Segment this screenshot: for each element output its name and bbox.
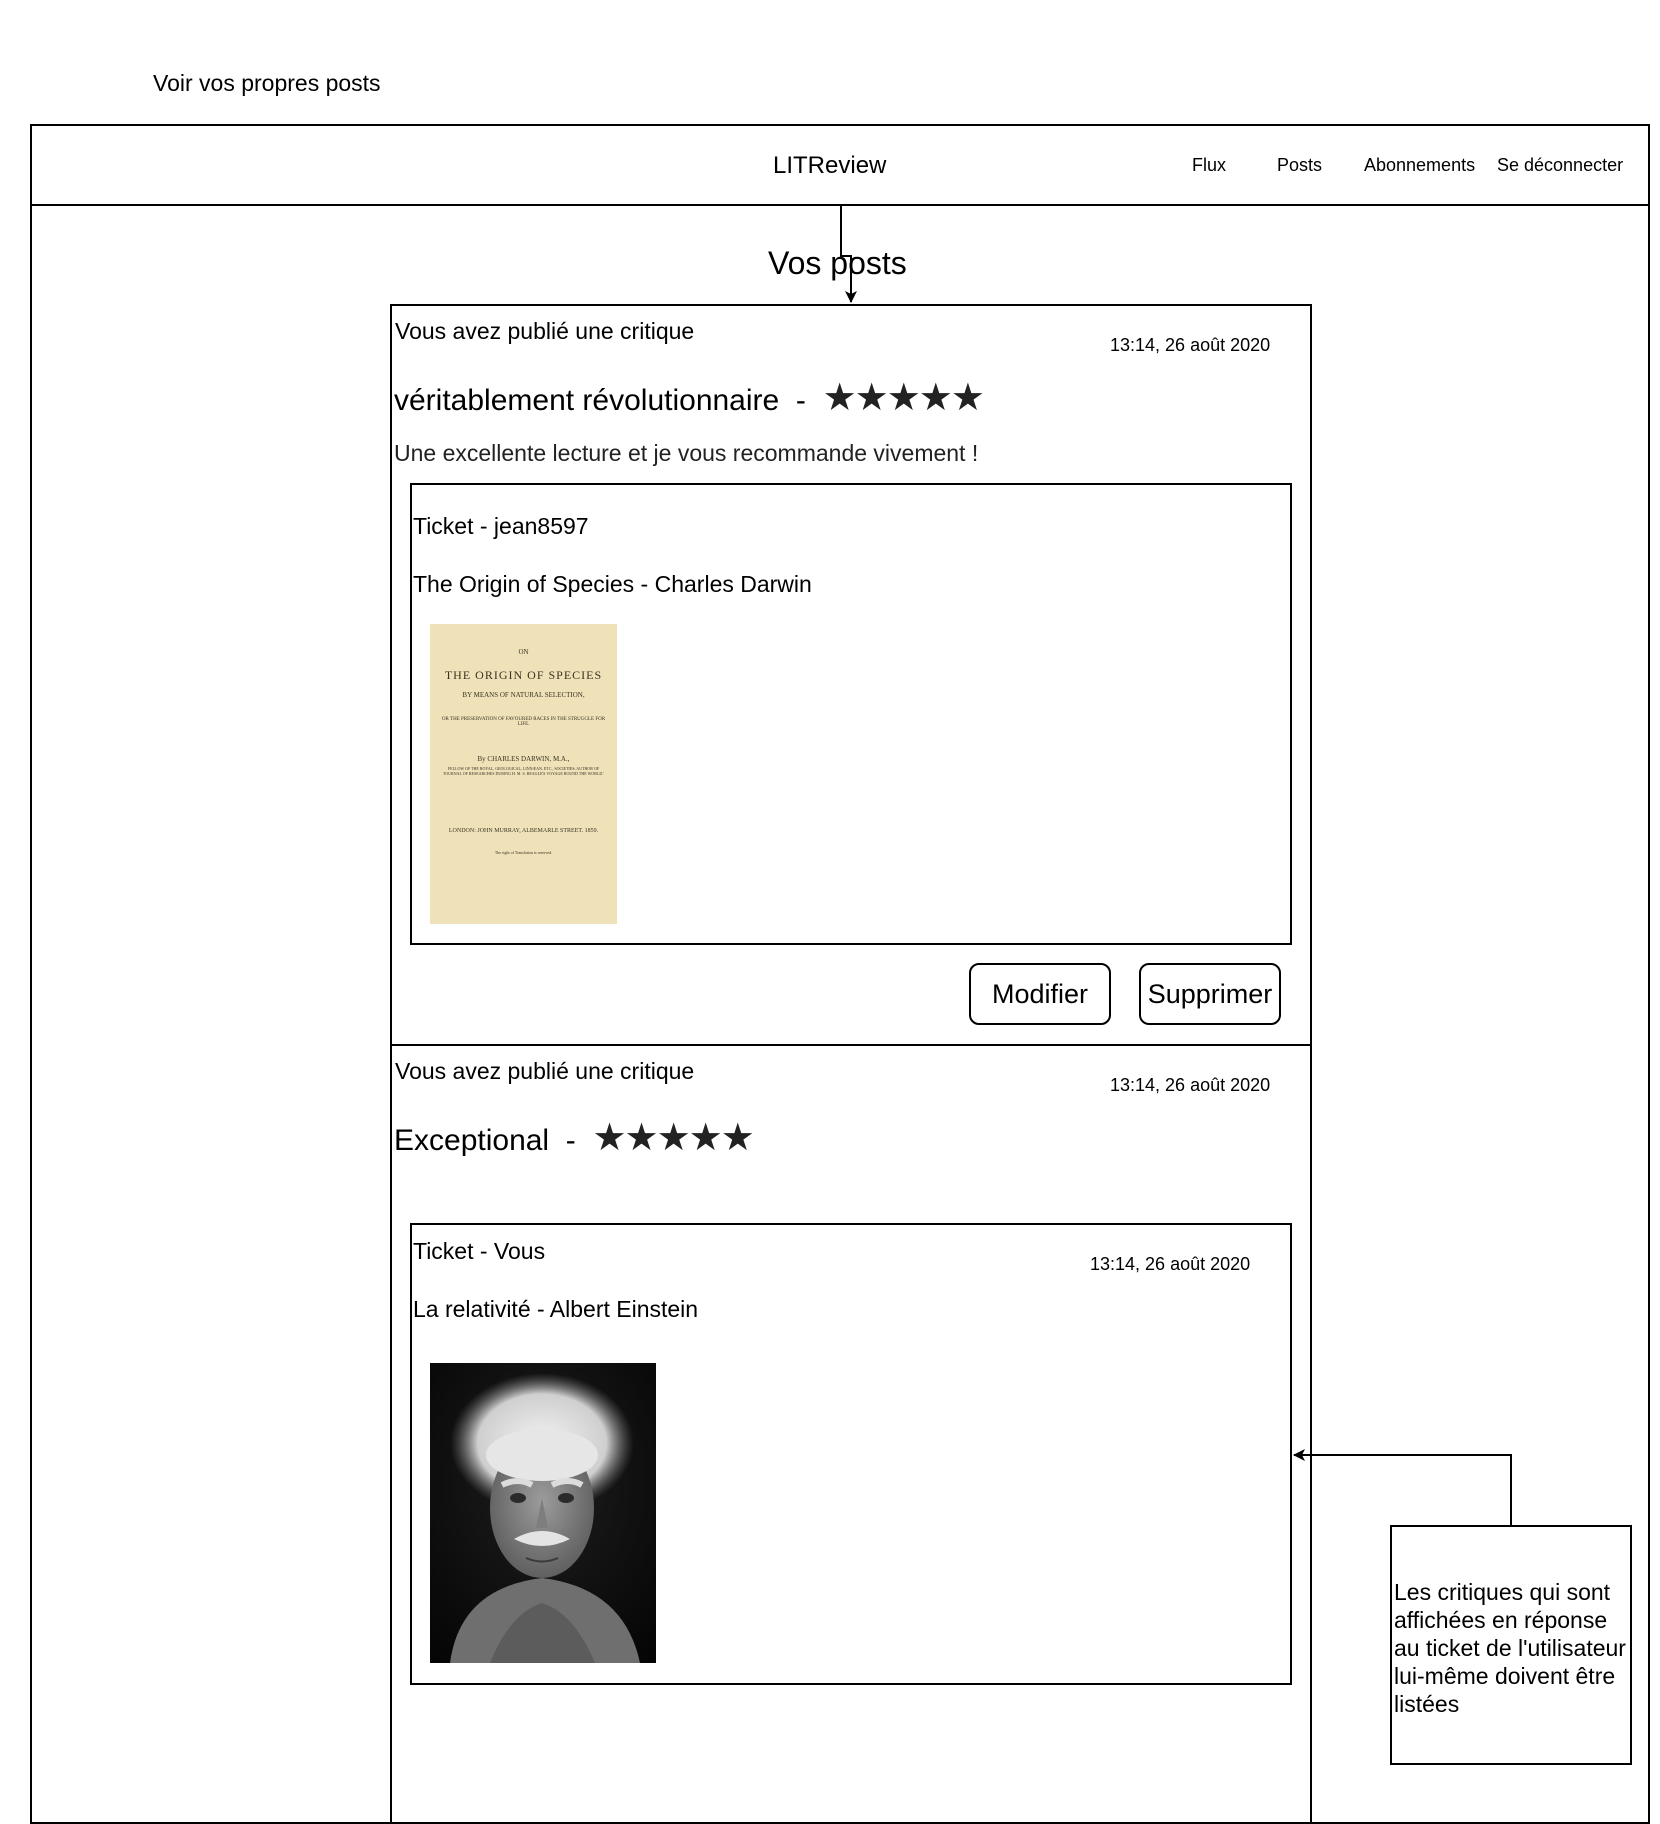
annotation-note-text: Les critiques qui sont affichées en réponse au ticket de l'utilisateur lui-même doivent être listées (1394, 1579, 1626, 1717)
page-title: Vos posts (768, 245, 907, 281)
ticket-label: Ticket - Vous (413, 1238, 546, 1264)
delete-button[interactable]: Supprimer (1139, 963, 1281, 1025)
star-rating: ★★★★★ (592, 1117, 753, 1159)
post-date: 13:14, 26 août 2020 (1110, 1075, 1271, 1095)
page-caption: Voir vos propres posts (153, 70, 381, 96)
arrow-to-ticket (1294, 1455, 1511, 1525)
ticket-label: Ticket - jean8597 (413, 513, 589, 539)
book-cover-image: ON THE ORIGIN OF SPECIES BY MEANS OF NATURAL SELECTION, OR THE PRESERVATION OF FAVOURED RACES IN THE STRUGGLE FOR LIFE. By CHARLES DARWIN, M.A., FELLOW OF THE ROYAL, GEOLOGICAL, LINNÆAN, ETC., SOCIETIES; AUTHOR OF 'JOURNAL OF RESEARCHES DURING H. M. S. BEAGLE'S VOYAGE ROUND THE WORLD.' LONDON: JOHN MURRAY, ALBEMARLE STREET. 1859. The right of Translation is reserved. (430, 624, 617, 924)
ticket-book: The Origin of Species - Charles Darwin (413, 571, 812, 597)
nav-logout[interactable]: Se déconnecter (1497, 155, 1624, 175)
post-heading: Vous avez publié une critique (395, 1058, 695, 1084)
brand-logo[interactable]: LITReview (773, 152, 887, 179)
review-separator: - (795, 384, 806, 417)
arrow-to-post-card (841, 206, 851, 302)
post-heading: Vous avez publié une critique (395, 318, 695, 344)
review-headline (394, 375, 983, 420)
review-headline (394, 1115, 753, 1160)
nav-posts[interactable]: Posts (1277, 155, 1323, 175)
review-body: Une excellente lecture et je vous recommande vivement ! (394, 440, 979, 466)
post-date: 13:14, 26 août 2020 (1110, 335, 1271, 355)
ticket-date: 13:14, 26 août 2020 (1090, 1254, 1251, 1274)
nav-abonnements[interactable]: Abonnements (1364, 155, 1476, 175)
review-title: véritablement révolutionnaire (394, 384, 780, 417)
star-rating: ★★★★★ (822, 377, 983, 419)
review-title: Exceptional (394, 1124, 550, 1157)
review-separator: - (565, 1124, 576, 1157)
nav-flux[interactable]: Flux (1192, 155, 1227, 175)
author-portrait-image (430, 1363, 656, 1663)
ticket-book: La relativité - Albert Einstein (413, 1296, 699, 1322)
edit-button[interactable]: Modifier (969, 963, 1111, 1025)
